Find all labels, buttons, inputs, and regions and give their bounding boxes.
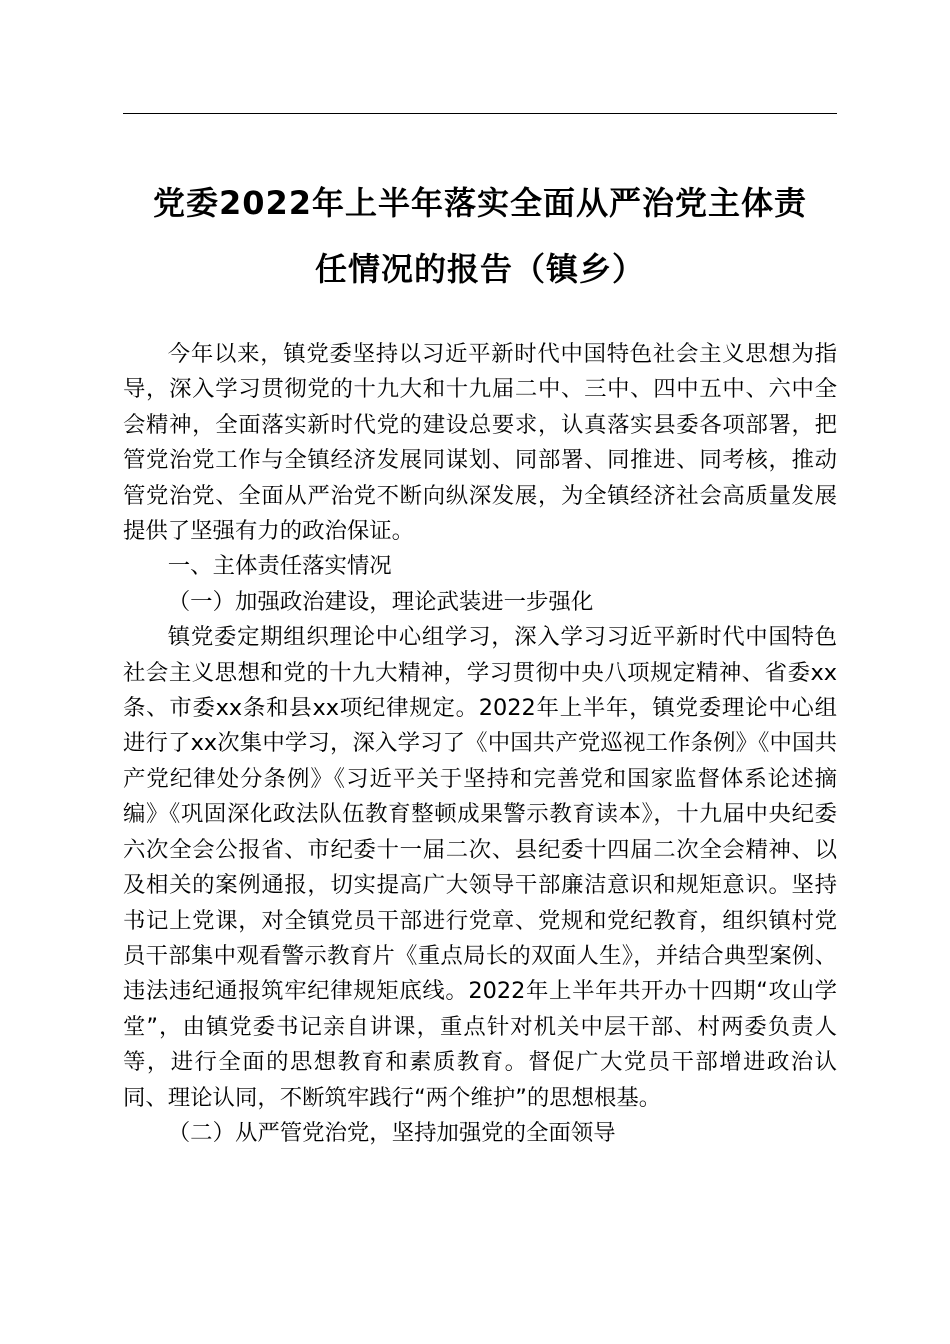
title-line-2: 任情况的报告（镇乡） [314, 250, 645, 288]
subsection-heading-2: （二）从严管党治党，坚持加强党的全面领导 [167, 1119, 616, 1146]
section-heading-1: 一、主体责任落实情况 [167, 553, 392, 580]
body-paragraph-1: 镇党委定期组织理论中心组学习，深入学习习近平新时代中国特色社会主义思想和党的十九大精神，学习贯彻中央八项规定精神、省委xx条、市委xx条和县xx项纪律规定。2022年上半年，镇党委理论中心组进行了xx次集中学习，深入学习了《中国共产党巡视工作条例》《中国共产党纪律处分条例》《习近平关于坚持和完善党和国家监督体系论述摘编》《巩固深化政法队伍教育整顿成果警示教育读本》，十九届中央纪委六次全会公报省、市纪委十一届二次、县纪委十四届二次全会精神、以及相关的案例通报，切实提高广大领导干部廉洁意识和规矩意识。坚持书记上党课，对全镇党员干部进行党章、党规和党纪教育，组织镇村党员干部集中观看警示教育片《重点局长的双面人生》，并结合典型案例、违法违纪通报筑牢纪律规矩底线。2022年上半年共开办十四期“攻山学堂”，由镇党委书记亲自讲课，重点针对机关中层干部、村两委负责人等，进行全面的思想教育和素质教育。督促广大党员干部增进政治认同、理论认同，不断筑牢践行“两个维护”的思想根基。 [123, 624, 837, 1111]
document-title [110, 170, 850, 302]
title-line-1: 党委2022年上半年落实全面从严治党主体责 [152, 184, 808, 222]
intro-paragraph: 今年以来，镇党委坚持以习近平新时代中国特色社会主义思想为指导，深入学习贯彻党的十九大和十九届二中、三中、四中五中、六中全会精神，全面落实新时代党的建设总要求，认真落实县委各项部署，把管党治党工作与全镇经济发展同谋划、同部署、同推进、同考核，推动管党治党、全面从严治党不断向纵深发展，为全镇经济社会高质量发展提供了坚强有力的政治保证。 [123, 341, 837, 545]
header-rule [123, 113, 837, 114]
subsection-heading-1: （一）加强政治建设，理论武装进一步强化 [167, 588, 594, 615]
document-body [123, 337, 837, 1151]
